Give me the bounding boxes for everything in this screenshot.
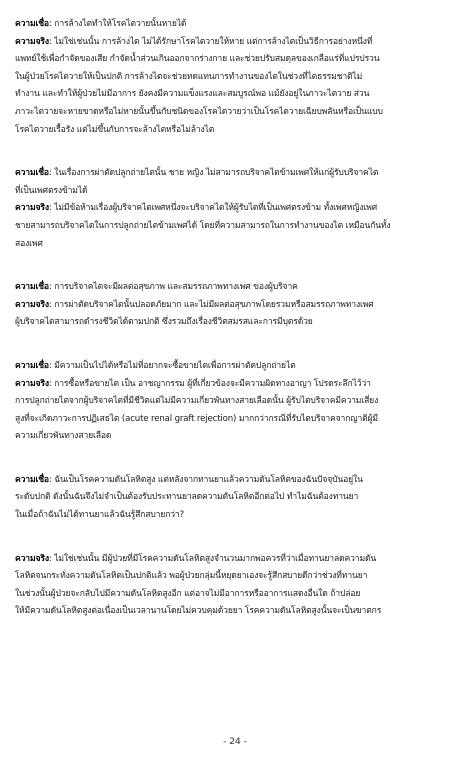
text-line bbox=[15, 297, 458, 315]
line-text: : การบริจาคไตจะมีผลต่อสุขภาพ และสมรรถภาพทางเพศ ของผู้บริจาค bbox=[48, 282, 298, 293]
line-text: ภาวะไตวายจะหายขาดหรือไม่หายนั้นขึ้นกับชนิดของโรคไตวายว่าเป็นโรคไตวายเฉียบพลันหรือเป็นแบบ bbox=[15, 106, 383, 117]
text-line bbox=[15, 411, 458, 429]
fact-label: ความจริง bbox=[15, 553, 49, 564]
document-page bbox=[15, 16, 458, 621]
text-line bbox=[15, 122, 458, 140]
line-text: สองเพศ bbox=[15, 238, 43, 249]
line-text: ระดับปกติ ดังนั้นฉันจึงไม่จำเป็นต้องรับประทานยาลดความดันโลหิตอีกต่อไป ทำไมฉันต้องทานยา bbox=[15, 492, 359, 503]
section-gap bbox=[15, 525, 458, 551]
text-line bbox=[15, 472, 458, 490]
line-text: โลหิตจนกระทั่งความดันโลหิตเป็นปกติแล้ว พอผู้ป่วยกลุ่มนี้หยุดยาเองจะรู้สึกสบายดีกว่าช่วงที่ทานยา bbox=[15, 571, 368, 582]
line-text: ชายสามารถบริจาคไตในการปลูกถ่ายไตข้ามเพศได้ โดยที่ความสามารถในการทำงานของไต เหมือนกันทั้ง bbox=[15, 220, 391, 231]
line-text: ให้มีความดันโลหิตสูงต่อเนื่องเป็นเวลานานโดยไม่ควบคุมด้วยยา โรคความดันโลหิตสูงนั้นจะเป็นฆาตกร bbox=[15, 606, 382, 617]
text-line bbox=[15, 218, 458, 236]
line-text: การปลูกถ่ายไตจากผู้บริจาคไตที่มีชีวิตแต่ไม่มีความเกี่ยวพันทางสายเลือดนั้น ผู้รับไตบริจาคมีความเสี่ยง bbox=[15, 396, 379, 407]
text-line bbox=[15, 603, 458, 621]
line-text: ผู้บริจาคไตสามารถดำรงชีวิตได้ตามปกติ ซึ่งรวมถึงเรื่องชีวิตสมรสและการมีบุตรด้วย bbox=[15, 317, 313, 328]
line-text: : มีความเป็นไปได้หรือไม่ที่อยากจะซื้อขายไตเพื่อการผ่าตัดปลูกถ่ายไต bbox=[48, 360, 296, 371]
fact-label: ความจริง bbox=[15, 378, 49, 389]
myth-label: ความเชื่อ bbox=[15, 282, 49, 293]
text-line bbox=[15, 279, 458, 297]
text-line bbox=[15, 165, 458, 183]
myth-fact-section bbox=[15, 279, 458, 332]
myth-fact-section bbox=[15, 165, 458, 253]
section-gap bbox=[15, 332, 458, 358]
myth-label: ความเชื่อ bbox=[15, 360, 49, 371]
text-line bbox=[15, 586, 458, 604]
text-line bbox=[15, 104, 458, 122]
line-text: : ไม่ใช่เช่นนั้น การล้างไต ไม่ได้รักษาโรคไตวายให้หาย แต่การล้างไตเป็นวิธีการอย่างหนึ่งที่ bbox=[48, 36, 373, 47]
line-text: ทำงาน และทำให้ผู้ป่วยไม่มีอาการ ยังคงมีความแข็งแรงและสมบูรณ์พอ แม้ยังอยู่ในภาวะไตวาย ส่วน bbox=[15, 89, 370, 100]
line-text: แพทย์ใช้เพื่อกำจัดของเสีย กำจัดน้ำส่วนเกินออกจากร่างกาย และช่วยปรับสมดุลของเกลือแร่ที่แปรปรวน bbox=[15, 54, 380, 65]
text-line bbox=[15, 69, 458, 87]
text-line bbox=[15, 358, 458, 376]
line-text: ในผู้ป่วยโรคไตวายให้เป็นปกติ การล้างไตจะช่วยทดแทนการทำงานของไตในช่วงที่ไตธรรมชาติไม่ bbox=[15, 71, 363, 82]
myth-label: ความเชื่อ bbox=[15, 474, 49, 485]
line-text: : ไม่ใช่เช่นนั้น มีผู้ป่วยที่มีโรคความดันโลหิตสูงจำนวนมากพอควรที่ว่าเมื่อทานยาลดความดัน bbox=[48, 553, 377, 564]
text-line bbox=[15, 551, 458, 569]
line-text: ในเมื่อถ้าฉันไม่ได้ทานยาแล้วฉันรู้สึกสบายกว่า? bbox=[15, 510, 185, 521]
myth-fact-section bbox=[15, 16, 458, 139]
section-gap bbox=[15, 446, 458, 472]
text-line bbox=[15, 16, 458, 34]
text-line bbox=[15, 51, 458, 69]
line-text: : การล้างไตทำให้โรคไตวายนั้นหายได้ bbox=[48, 19, 187, 29]
section-gap bbox=[15, 253, 458, 279]
line-text: สูงที่จะเกิดภาวะการปฏิเสธไต (acute renal graft rejection) มากกว่ากรณีที่รับไตบริจาคจากญาติผู้มี bbox=[15, 413, 378, 424]
text-line bbox=[15, 376, 458, 394]
text-line bbox=[15, 489, 458, 507]
section-gap bbox=[15, 139, 458, 165]
line-text: โรคไตวายเรื้อรัง แต่ไม่ขึ้นกับการจะล้างไตหรือไม่ล้างไต bbox=[15, 124, 215, 135]
line-text: ในช่วงนั้นผู้ป่วยจะกลับไปมีความดันโลหิตสูงอีก แต่อาจไม่มีอาการหรืออาการแสดงอื่นใด ถ้าปล่อย bbox=[15, 588, 361, 599]
myth-label: ความเชื่อ bbox=[15, 168, 49, 179]
line-text: ที่เป็นเพศตรงข้ามได้ bbox=[15, 185, 88, 196]
text-line bbox=[15, 428, 458, 446]
text-line bbox=[15, 34, 458, 52]
text-line bbox=[15, 86, 458, 104]
page-number: - 24 - bbox=[223, 737, 247, 747]
myth-fact-section bbox=[15, 472, 458, 525]
line-text: : ฉันเป็นโรคความดันโลหิตสูง แต่หลังจากทานยาแล้วความดันโลหิตของฉันปัจจุบันอยู่ใน bbox=[48, 474, 363, 485]
line-text: : ไม่มีข้อห้ามเรื่องผู้บริจาคไตเพศหนึ่งจะบริจาคไตให้ผู้รับไตที่เป็นเพศตรงข้าม ทั้งเพศหญิงเพศ bbox=[48, 203, 378, 214]
text-line bbox=[15, 236, 458, 254]
text-line bbox=[15, 507, 458, 525]
text-line bbox=[15, 200, 458, 218]
line-text: : ในเรื่องการผ่าตัดปลูกถ่ายไตนั้น ชาย หญิง ไม่สามารถบริจาคไตข้ามเพศให้แก่ผู้รับบริจาคไต bbox=[48, 168, 379, 179]
line-text: ความเกี่ยวพันทางสายเลือด bbox=[15, 431, 112, 442]
line-text: : การซื้อหรือขายไต เป็น อาชญากรรม ผู้ที่เกี่ยวข้องจะมีความผิดทางอาญา โปรดระลึกไว้ว่า bbox=[48, 378, 371, 389]
fact-label: ความจริง bbox=[15, 203, 49, 214]
text-line bbox=[15, 393, 458, 411]
line-text: : การผ่าตัดบริจาคไตนั้นปลอดภัยมาก และไม่มีผลต่อสุขภาพโดยรวมหรือสมรรถภาพทางเพศ bbox=[48, 299, 374, 310]
text-line bbox=[15, 568, 458, 586]
myth-label: ความเชื่อ bbox=[15, 19, 49, 29]
fact-label: ความจริง bbox=[15, 36, 49, 47]
myth-fact-section bbox=[15, 358, 458, 446]
text-line bbox=[15, 183, 458, 201]
text-line bbox=[15, 314, 458, 332]
myth-fact-section bbox=[15, 551, 458, 621]
fact-label: ความจริง bbox=[15, 299, 49, 310]
